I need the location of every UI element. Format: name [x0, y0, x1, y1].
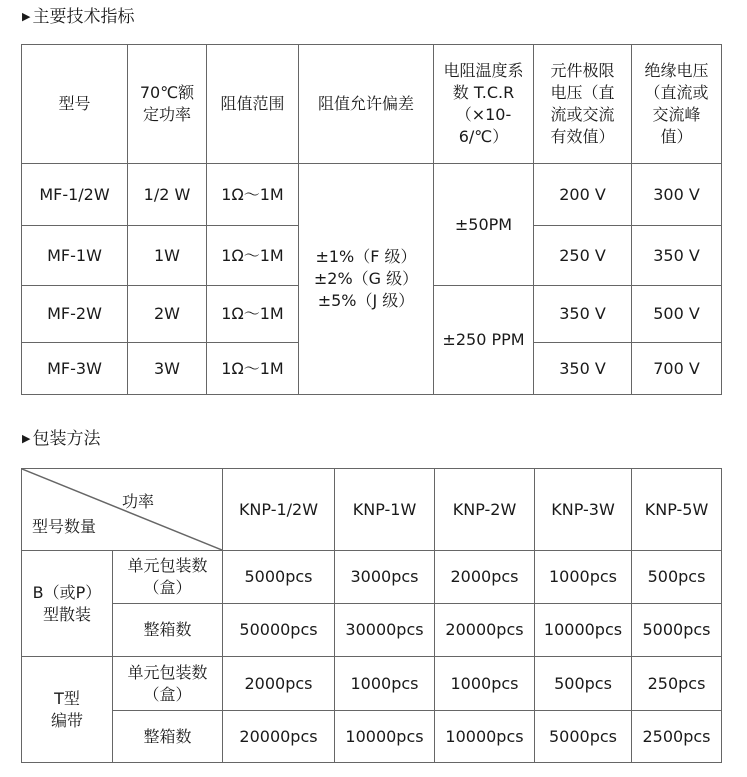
range-cell: 1Ω～1M	[207, 226, 299, 286]
row-label: 整箱数	[113, 604, 223, 657]
value-cell: 20000pcs	[435, 604, 535, 657]
value-cell: 50000pcs	[223, 604, 335, 657]
value-cell: 5000pcs	[535, 711, 632, 763]
triangle-bullet-icon: ▶	[22, 10, 31, 23]
value-cell: 2000pcs	[223, 657, 335, 711]
model-cell: MF-2W	[22, 286, 128, 343]
value-cell: 10000pcs	[435, 711, 535, 763]
table-row	[22, 657, 722, 711]
spec-table	[21, 44, 722, 395]
tcr-cell: ±250 PPM	[434, 286, 534, 395]
row-label: 单元包装数 （盒）	[113, 657, 223, 711]
spec-section-title: ▶ 主要技术指标	[22, 7, 135, 27]
column-header: KNP-3W	[535, 469, 632, 551]
value-cell: 500pcs	[535, 657, 632, 711]
row-label: 单元包装数 （盒）	[113, 551, 223, 604]
tcr-cell: ±50PM	[434, 164, 534, 286]
limit-voltage-cell: 350 V	[534, 343, 632, 395]
limit-voltage-cell: 250 V	[534, 226, 632, 286]
group-label-tape: T型 编带	[22, 657, 113, 763]
table-row	[22, 604, 722, 657]
value-cell: 20000pcs	[223, 711, 335, 763]
power-cell: 2W	[128, 286, 207, 343]
limit-voltage-cell: 200 V	[534, 164, 632, 226]
header-rated-power: 70℃额 定功率	[128, 45, 207, 164]
value-cell: 2500pcs	[632, 711, 722, 763]
value-cell: 3000pcs	[335, 551, 435, 604]
value-cell: 1000pcs	[335, 657, 435, 711]
range-cell: 1Ω～1M	[207, 286, 299, 343]
header-model: 型号	[22, 45, 128, 164]
insulation-voltage-cell: 300 V	[632, 164, 722, 226]
header-tolerance: 阻值允许偏差	[299, 45, 434, 164]
value-cell: 5000pcs	[223, 551, 335, 604]
value-cell: 30000pcs	[335, 604, 435, 657]
corner-header-cell	[22, 469, 223, 551]
spec-header-row	[22, 45, 722, 164]
power-cell: 3W	[128, 343, 207, 395]
triangle-bullet-icon: ▶	[22, 432, 31, 445]
value-cell: 500pcs	[632, 551, 722, 604]
value-cell: 5000pcs	[632, 604, 722, 657]
value-cell: 10000pcs	[335, 711, 435, 763]
power-cell: 1W	[128, 226, 207, 286]
model-cell: MF-3W	[22, 343, 128, 395]
value-cell: 2000pcs	[435, 551, 535, 604]
range-cell: 1Ω～1M	[207, 343, 299, 395]
corner-label-power: 功率	[121, 492, 154, 511]
insulation-voltage-cell: 700 V	[632, 343, 722, 395]
value-cell: 1000pcs	[435, 657, 535, 711]
header-resistance-range: 阻值范围	[207, 45, 299, 164]
corner-label-model-quantity: 型号数量	[32, 517, 97, 536]
table-row	[22, 551, 722, 604]
value-cell: 250pcs	[632, 657, 722, 711]
column-header: KNP-2W	[435, 469, 535, 551]
model-cell: MF-1/2W	[22, 164, 128, 226]
insulation-voltage-cell: 350 V	[632, 226, 722, 286]
table-row	[22, 711, 722, 763]
value-cell: 10000pcs	[535, 604, 632, 657]
header-tcr: 电阻温度系 数 T.C.R （×10- 6/℃）	[434, 45, 534, 164]
row-label: 整箱数	[113, 711, 223, 763]
header-insulation-voltage: 绝缘电压 （直流或 交流峰 值）	[632, 45, 722, 164]
limit-voltage-cell: 350 V	[534, 286, 632, 343]
column-header: KNP-1/2W	[223, 469, 335, 551]
column-header: KNP-5W	[632, 469, 722, 551]
range-cell: 1Ω～1M	[207, 164, 299, 226]
column-header: KNP-1W	[335, 469, 435, 551]
packing-header-row	[22, 469, 722, 551]
packing-section-title: ▶ 包装方法	[22, 429, 101, 449]
value-cell: 1000pcs	[535, 551, 632, 604]
power-cell: 1/2 W	[128, 164, 207, 226]
packing-table	[21, 468, 722, 763]
header-limit-voltage: 元件极限 电压（直 流或交流 有效值）	[534, 45, 632, 164]
table-row	[22, 164, 722, 226]
group-label-bulk: B（或P） 型散装	[22, 551, 113, 657]
insulation-voltage-cell: 500 V	[632, 286, 722, 343]
tolerance-cell: ±1%（F 级） ±2%（G 级） ±5%（J 级）	[299, 164, 434, 395]
model-cell: MF-1W	[22, 226, 128, 286]
